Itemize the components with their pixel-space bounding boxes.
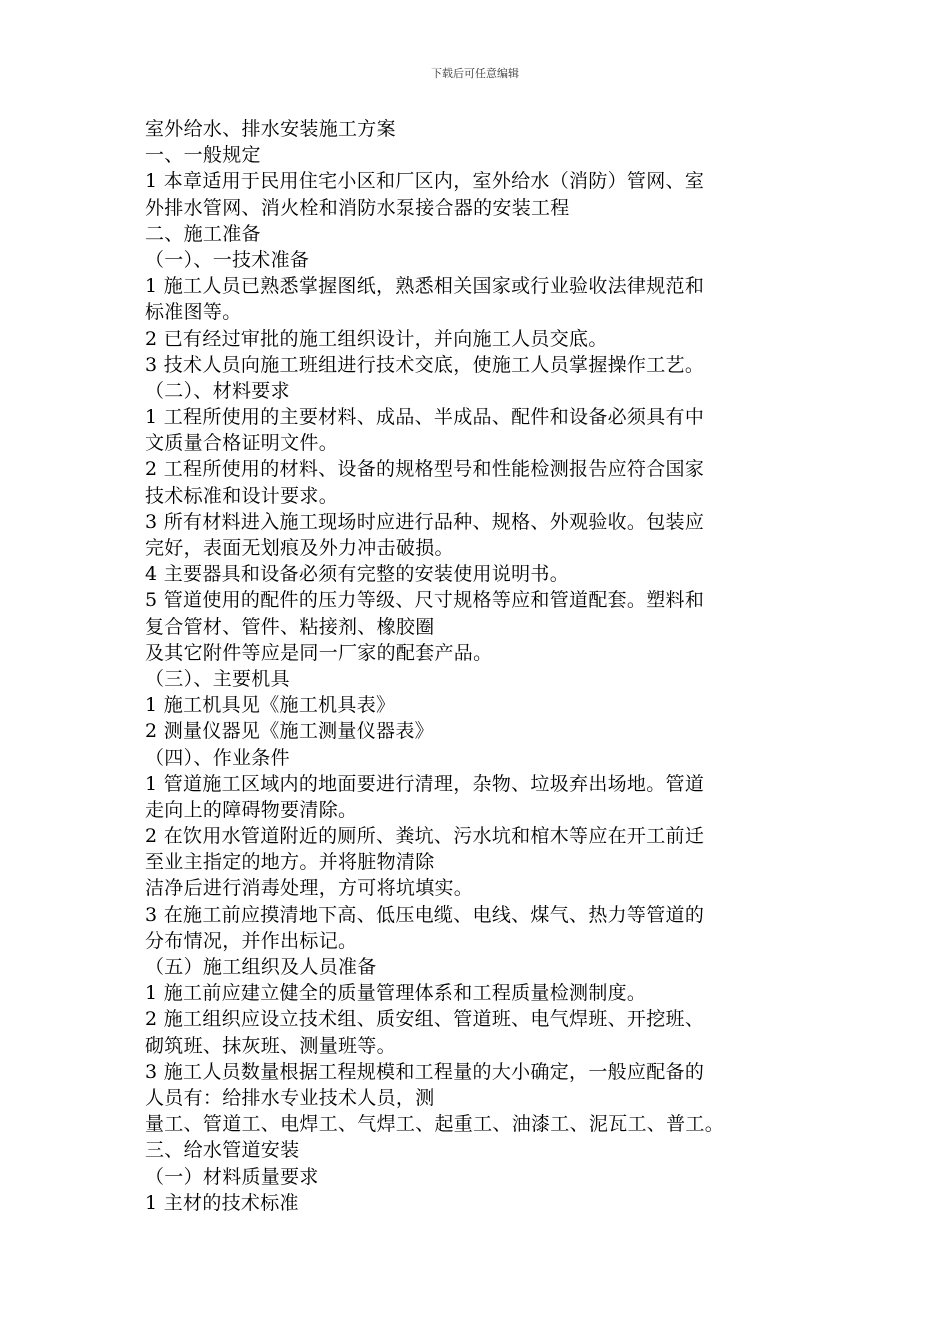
paragraph-line: 2 测量仪器见《施工测量仪器表》	[145, 720, 434, 743]
paragraph-line: 1 施工前应建立健全的质量管理体系和工程质量检测制度。	[145, 982, 647, 1005]
paragraph-line: 至业主指定的地方。并将脏物清除	[145, 851, 435, 874]
paragraph-line: 1 施工机具见《施工机具表》	[145, 694, 396, 717]
paragraph-line: 2 已有经过审批的施工组织设计，并向施工人员交底。	[145, 327, 608, 350]
document-title: 室外给水、排水安装施工方案	[145, 118, 396, 140]
paragraph-line: 复合管材、管件、粘接剂、橡胶圈	[145, 615, 435, 638]
paragraph-line: 3 施工人员数量根据工程规模和工程量的大小确定，一般应配备的	[145, 1060, 705, 1083]
paragraph-line: 4 主要器具和设备必须有完整的安装使用说明书。	[145, 563, 570, 586]
subsection-heading: （三）、主要机具	[145, 667, 290, 690]
paragraph-line: 2 施工组织应设立技术组、质安组、管道班、电气焊班、开挖班、	[145, 1008, 705, 1031]
subsection-heading: （一）材料质量要求	[145, 1165, 319, 1188]
paragraph-line: 洁净后进行消毒处理，方可将坑填实。	[145, 877, 474, 900]
paragraph-line: 及其它附件等应是同一厂家的配套产品。	[145, 641, 493, 664]
paragraph-line: 1 工程所使用的主要材料、成品、半成品、配件和设备必须具有中	[145, 406, 705, 429]
page-header: 下载后可任意编辑	[431, 67, 519, 80]
paragraph-line: 走向上的障碍物要清除。	[145, 798, 358, 821]
paragraph-line: 2 工程所使用的材料、设备的规格型号和性能检测报告应符合国家	[145, 458, 705, 481]
document-body	[145, 116, 825, 1216]
paragraph-line: 文质量合格证明文件。	[145, 432, 339, 455]
paragraph-line: 标准图等。	[145, 301, 242, 324]
paragraph-line: 砌筑班、抹灰班、测量班等。	[145, 1034, 396, 1057]
paragraph-line: 2 在饮用水管道附近的厕所、粪坑、污水坑和棺木等应在开工前迁	[145, 825, 705, 848]
paragraph-line: 3 技术人员向施工班组进行技术交底，使施工人员掌握操作工艺。	[145, 353, 705, 376]
subsection-heading: （五）施工组织及人员准备	[145, 956, 377, 978]
paragraph-line: 5 管道使用的配件的压力等级、尺寸规格等应和管道配套。塑料和	[145, 589, 705, 612]
paragraph-line: 3 在施工前应摸清地下高、低压电缆、电线、煤气、热力等管道的	[145, 903, 705, 926]
paragraph-line: 3 所有材料进入施工现场时应进行品种、规格、外观验收。包装应	[145, 510, 705, 533]
paragraph-line: 量工、管道工、电焊工、气焊工、起重工、油漆工、泥瓦工、普工。	[145, 1113, 725, 1136]
paragraph-line: 技术标准和设计要求。	[145, 484, 339, 507]
paragraph-line: 分布情况，并作出标记。	[145, 929, 358, 952]
subsection-heading: （二）、材料要求	[145, 379, 290, 402]
paragraph-line: 1 施工人员已熟悉掌握图纸，熟悉相关国家或行业验收法律规范和	[145, 275, 705, 298]
subsection-heading: （四）、作业条件	[145, 746, 290, 769]
paragraph-line: 1 管道施工区域内的地面要进行清理，杂物、垃圾弃出场地。管道	[145, 772, 705, 795]
paragraph-line: 外排水管网、消火栓和消防水泵接合器的安装工程	[145, 196, 570, 219]
paragraph-line: 人员有：给排水专业技术人员，测	[145, 1086, 435, 1109]
section-heading: 二、施工准备	[145, 222, 261, 245]
subsection-heading: （一）、一技术准备	[145, 248, 310, 271]
section-heading: 三、给水管道安装	[145, 1139, 300, 1162]
paragraph-line: 1 主材的技术标准	[145, 1191, 299, 1214]
section-heading: 一、一般规定	[145, 144, 261, 167]
paragraph-line: 1 本章适用于民用住宅小区和厂区内，室外给水（消防）管网、室	[145, 170, 705, 193]
paragraph-line: 完好，表面无划痕及外力冲击破损。	[145, 537, 454, 559]
